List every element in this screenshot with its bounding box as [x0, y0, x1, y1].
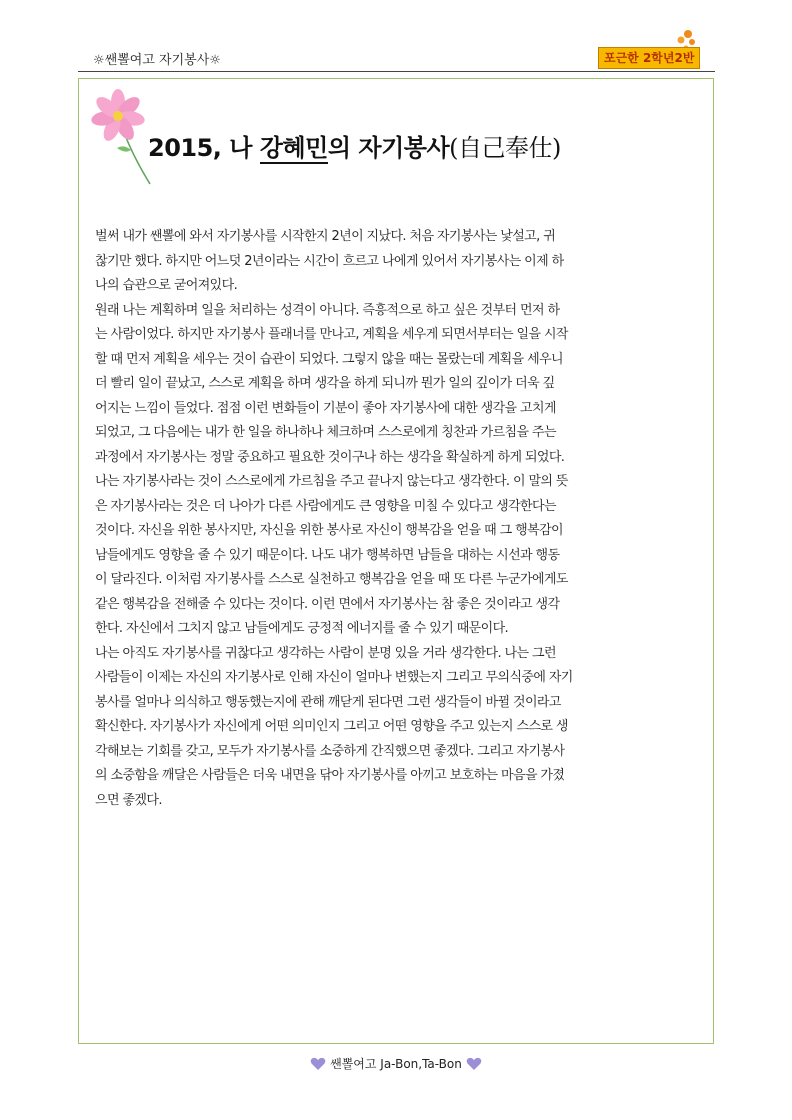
- essay-line: 더 빨리 일이 끝났고, 스스로 계획을 하며 생각을 하게 되니까 뭔가 일의 깊이가 더욱 깊: [95, 376, 555, 391]
- essay-line: 벌써 내가 쌘뽈에 와서 자기봉사를 시작한지 2년이 지났다. 처음 자기봉사는 낯설고, 귀: [95, 229, 556, 244]
- page-footer: [0, 1055, 792, 1072]
- essay-line: 나는 아직도 자기봉사를 귀찮다고 생각하는 사람이 분명 있을 거라 생각한다. 나는 그런: [95, 645, 556, 661]
- document-title: [148, 128, 561, 163]
- essay-line: 것이다. 자신을 위한 봉사지만, 자신을 위한 봉사로 자신이 행복감을 얻을 때 그 행복감이: [95, 523, 563, 538]
- purple-heart-icon: [310, 1057, 326, 1071]
- essay-line: 나의 습관으로 굳어져있다.: [95, 278, 238, 293]
- essay-line: 확신한다. 자기봉사가 자신에게 어떤 의미인지 그리고 어떤 영향을 주고 있는지 스스로 생: [95, 719, 568, 734]
- purple-heart-icon: [466, 1057, 482, 1071]
- essay-line: 으면 좋겠다.: [95, 792, 162, 808]
- essay-line: 원래 나는 계획하며 일을 처리하는 성격이 아니다. 즉흥적으로 하고 싶은 것부터 먼저 하: [95, 302, 560, 318]
- essay-line: 사람들이 이제는 자신의 자기봉사로 인해 자신이 얼마나 변했는지 그리고 무의식중에 자기: [95, 670, 573, 685]
- essay-line: 봉사를 얼마나 의식하고 행동했는지에 관해 깨닫게 된다면 그런 생각들이 바뀔 것이라고: [95, 694, 561, 710]
- footer-text: 쌘뽈여고 Ja-Bon,Ta-Bon: [330, 1057, 462, 1071]
- essay-line: 은 자기봉사라는 것은 더 나아가 다른 사람에게도 큰 영향을 미칠 수 있다고 생각한다는: [95, 498, 556, 514]
- essay-line: 각해보는 기회를 갖고, 모두가 자기봉사를 소중하게 간직했으면 좋겠다. 그리고 자기봉사: [95, 743, 565, 759]
- essay-line: 과정에서 자기봉사는 정말 중요하고 필요한 것이구나 하는 생각을 확실하게 하게 되었다.: [95, 449, 565, 465]
- essay-line: 한다. 자신에서 그치지 않고 남들에게도 긍정적 에너지를 줄 수 있기 때문이다.: [95, 621, 509, 636]
- essay-line: 남들에게도 영향을 줄 수 있기 때문이다. 나도 내가 행복하면 남들을 대하는 시선과 행동: [95, 547, 560, 563]
- essay-line: 어지는 느낌이 들었다. 점점 이런 변화들이 기분이 좋아 자기봉사에 대한 생각을 고치게: [95, 400, 556, 416]
- essay-line: 되었고, 그 다음에는 내가 한 일을 하나하나 체크하며 스스로에게 칭찬과 가르침을 주는: [95, 425, 556, 440]
- essay-line: 할 때 먼저 계획을 세우는 것이 습관이 되었다. 그렇지 않을 때는 몰랐는데 계획을 세우니: [95, 351, 563, 367]
- essay-line: 이 달라진다. 이처럼 자기봉사를 스스로 실천하고 행복감을 얻을 때 또 다른 누군가에게도: [95, 572, 568, 587]
- essay-body: [95, 225, 669, 813]
- title-hanja: (自己奉仕): [449, 134, 561, 162]
- class-badge: 포근한 2학년2반: [598, 47, 700, 69]
- essay-line: 의 소중함을 깨달은 사람들은 더욱 내면을 닦아 자기봉사를 아끼고 보호하는 마음을 가졌: [95, 768, 565, 783]
- essay-line: 찮기만 했다. 하지만 어느덧 2년이라는 시간이 흐르고 나에게 있어서 자기봉사는 이제 하: [95, 253, 564, 269]
- title-name: 강혜민: [259, 134, 328, 162]
- title-prefix: 2015, 나: [148, 134, 260, 162]
- essay-line: 는 사람이었다. 하지만 자기봉사 플래너를 만나고, 계획을 세우게 되면서부터는 일을 시작: [95, 327, 568, 342]
- essay-line: 나는 자기봉사라는 것이 스스로에게 가르침을 주고 끝나지 않는다고 생각한다. 이 말의 뜻: [95, 474, 568, 489]
- header-title: ☼쌘뽈여고 자기봉사☼: [93, 53, 221, 68]
- essay-line: 같은 행복감을 전해줄 수 있다는 것이다. 이런 면에서 자기봉사는 참 좋은 것이라고 생각: [95, 596, 560, 612]
- header-divider: [78, 71, 715, 72]
- title-suffix: 의 자기봉사: [327, 134, 450, 162]
